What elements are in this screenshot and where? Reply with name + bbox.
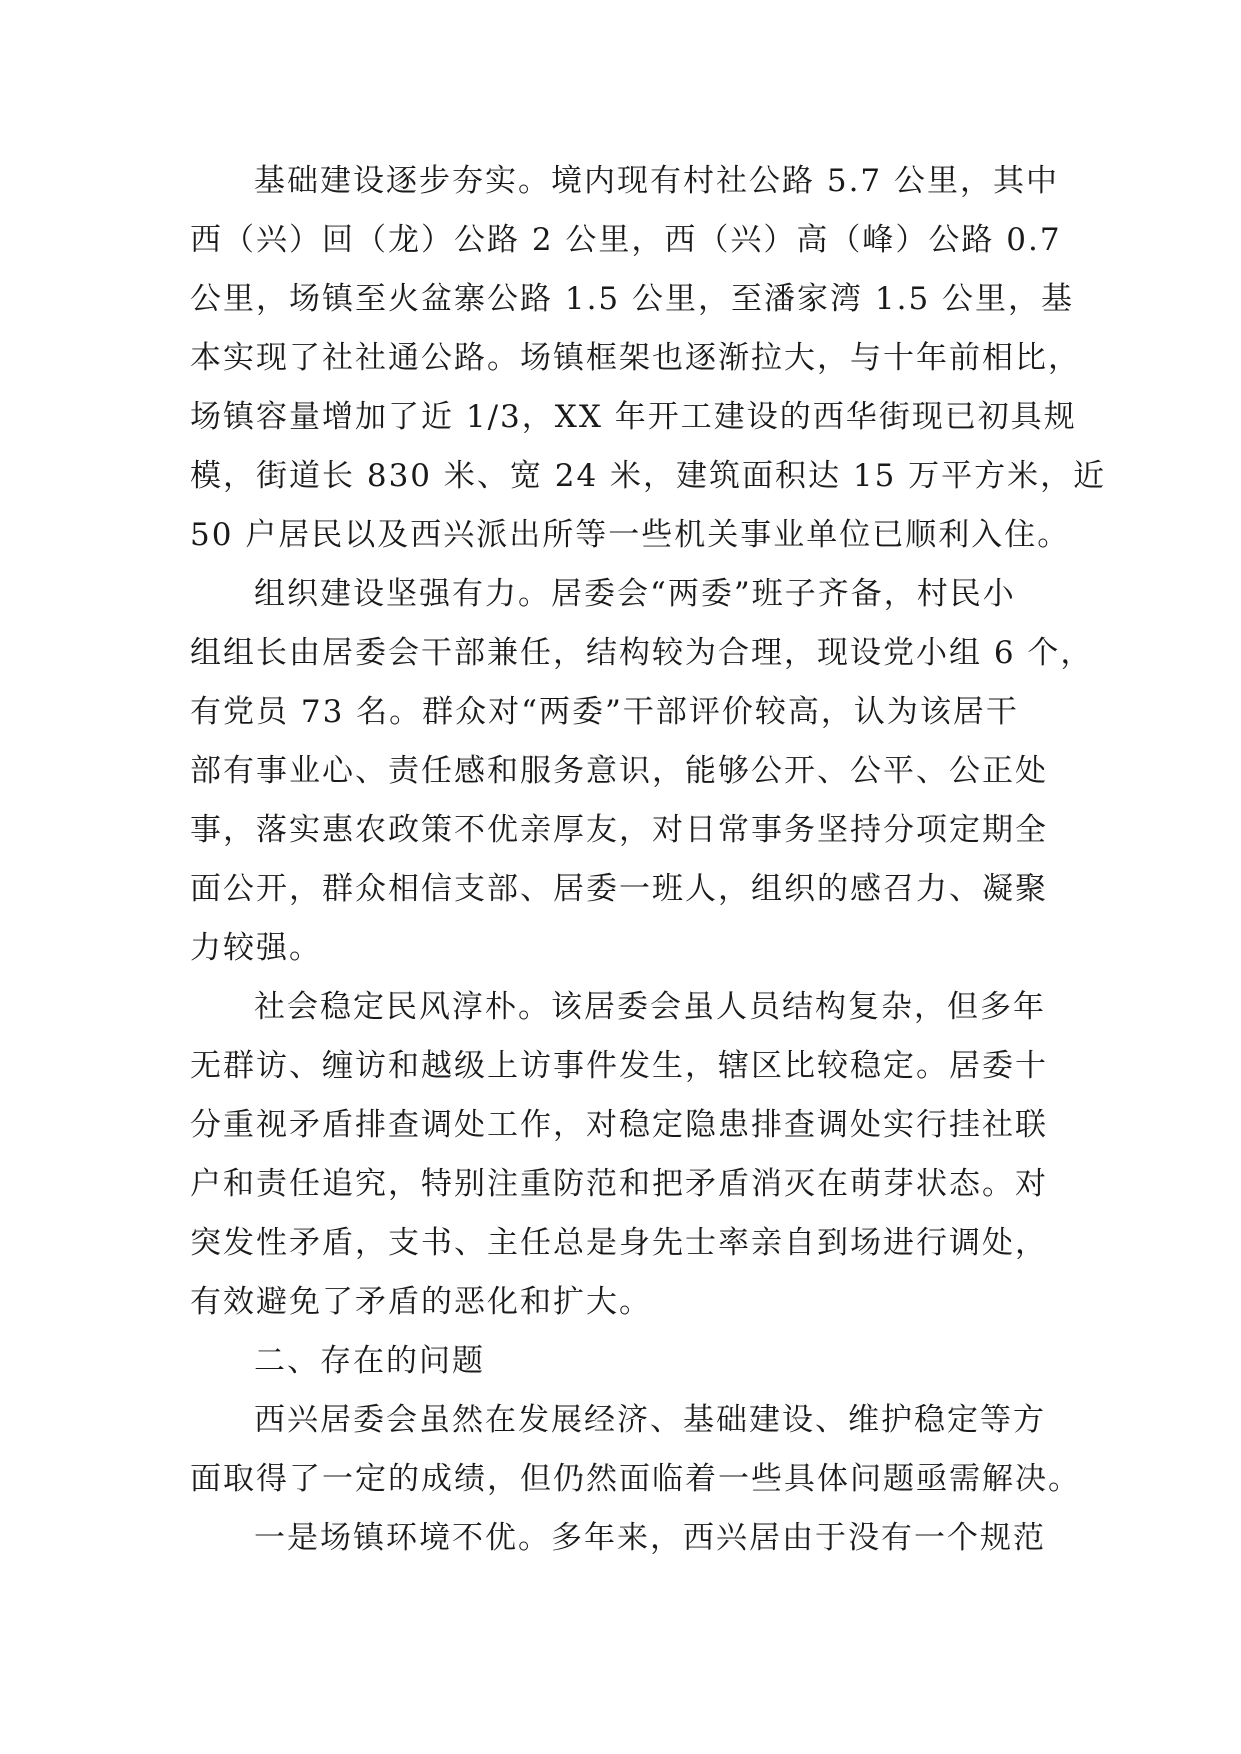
paragraph-organization-line: 面公开，群众相信支部、居委一班人，组织的感召力、凝聚: [190, 871, 1048, 907]
paragraph-stability-line: 无群访、缠访和越级上访事件发生，辖区比较稳定。居委十: [190, 1048, 1048, 1084]
paragraph-infrastructure-line: 西（兴）回（龙）公路 2 公里，西（兴）高（峰）公路 0.7: [190, 222, 1062, 258]
paragraph-problems-intro-line: 西兴居委会虽然在发展经济、基础建设、维护稳定等方: [254, 1402, 1046, 1438]
paragraph-organization-line: 组组长由居委会干部兼任，结构较为合理，现设党小组 6 个，: [190, 635, 1094, 671]
paragraph-stability-line: 突发性矛盾，支书、主任总是身先士率亲自到场进行调处，: [190, 1225, 1048, 1261]
paragraph-stability-line: 社会稳定民风淳朴。该居委会虽人员结构复杂，但多年: [254, 989, 1046, 1025]
paragraph-organization-line: 组织建设坚强有力。居委会“两委”班子齐备，村民小: [254, 576, 1016, 612]
paragraph-stability-line: 分重视矛盾排查调处工作，对稳定隐患排查调处实行挂社联: [190, 1107, 1048, 1143]
paragraph-organization-line: 力较强。: [190, 930, 322, 966]
paragraph-infrastructure-line: 本实现了社社通公路。场镇框架也逐渐拉大，与十年前相比，: [190, 340, 1081, 376]
section-heading: 二、存在的问题: [254, 1343, 485, 1379]
paragraph-infrastructure-line: 公里，场镇至火盆寨公路 1.5 公里，至潘家湾 1.5 公里，基: [190, 281, 1075, 317]
document-body: [190, 152, 1107, 1568]
paragraph-infrastructure-line: 模，街道长 830 米、宽 24 米，建筑面积达 15 万平方米，近: [190, 458, 1107, 494]
paragraph-problems-intro-line: 面取得了一定的成绩，但仍然面临着一些具体问题亟需解决。: [190, 1461, 1081, 1497]
paragraph-stability-line: 户和责任追究，特别注重防范和把矛盾消灭在萌芽状态。对: [190, 1166, 1048, 1202]
paragraph-infrastructure-line: 场镇容量增加了近 1/3，XX 年开工建设的西华街现已初具规: [190, 399, 1077, 435]
paragraph-organization-line: 有党员 73 名。群众对“两委”干部评价较高，认为该居干: [190, 694, 1019, 730]
paragraph-organization-line: 事，落实惠农政策不优亲厚友，对日常事务坚持分项定期全: [190, 812, 1048, 848]
paragraph-infrastructure-line: 基础建设逐步夯实。境内现有村社公路 5.7 公里，其中: [254, 163, 1060, 199]
paragraph-organization-line: 部有事业心、责任感和服务意识，能够公开、公平、公正处: [190, 753, 1048, 789]
paragraph-problem-one-line: 一是场镇环境不优。多年来，西兴居由于没有一个规范: [254, 1520, 1046, 1556]
paragraph-stability-line: 有效避免了矛盾的恶化和扩大。: [190, 1284, 652, 1320]
paragraph-infrastructure-line: 50 户居民以及西兴派出所等一些机关事业单位已顺利入住。: [190, 517, 1071, 553]
